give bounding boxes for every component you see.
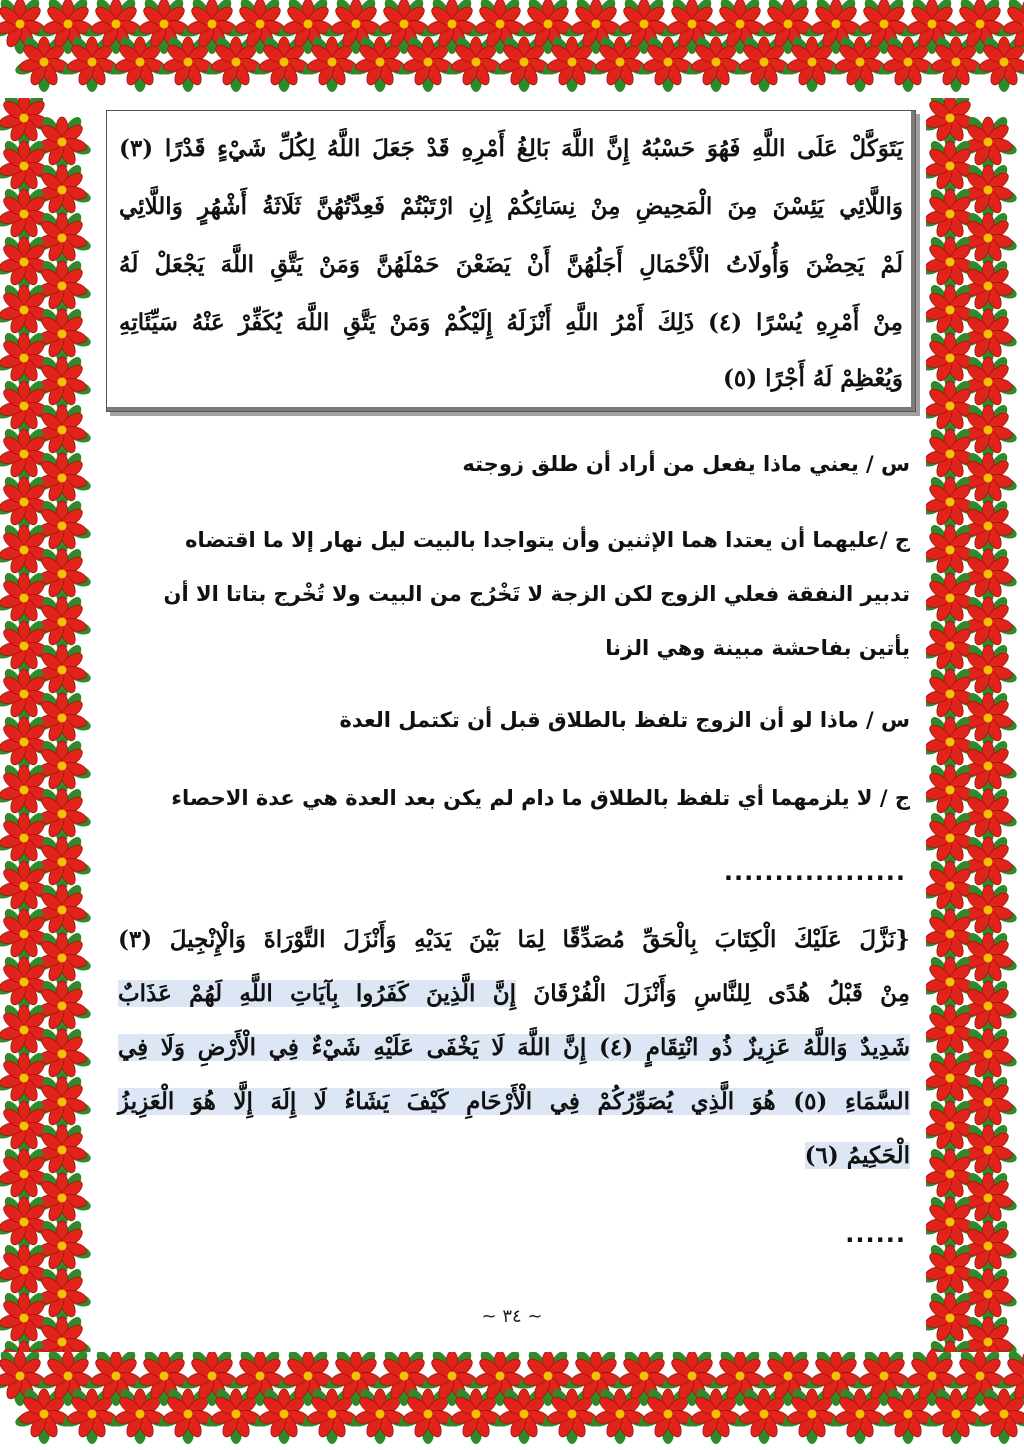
question-1: س / يعني ماذا يفعل من أراد أن طلق زوجته [462, 452, 910, 476]
page-number: ~ ٣٤ ~ [481, 1306, 543, 1327]
verse-highlight: الْحَكِيمُ (٦) [804, 1142, 910, 1169]
border-bottom [0, 1352, 1024, 1450]
quran-line: لَمْ يَحِضْنَ وَأُولَاتُ الْأَحْمَالِ أَجَلُهُنَّ أَنْ يَضَعْنَ حَمْلَهُنَّ وَمَنْ يَتَّقِ اللَّهَ يَجْعَلْ لَهُ [119, 251, 903, 278]
quran-line: وَاللَّائِي يَئِسْنَ مِنَ الْمَحِيضِ مِنْ نِسَائِكُمْ إِنِ ارْتَبْتُمْ فَعِدَّتُهُنَّ ثَلَاثَةُ أَشْهُرٍ وَاللَّائِي [119, 193, 903, 220]
poinsettia-icon [926, 1336, 980, 1352]
verse-line-highlighted: السَّمَاءِ (٥) هُوَ الَّذِي يُصَوِّرُكُمْ فِي الْأَرْحَامِ كَيْفَ يَشَاءُ لَا إِلَهَ إِلَّا هُوَ الْعَزِيزُ [118, 1088, 910, 1115]
poinsettia-icon [0, 1336, 54, 1352]
ellipsis-separator: ...... [845, 1220, 906, 1248]
page-content [100, 100, 924, 1350]
answer-1-line: يأتين بفاحشة مبينة وهي الزنا [605, 636, 910, 660]
ellipsis-separator: .................. [723, 858, 906, 886]
verse-highlight: إِنَّ الَّذِينَ كَفَرُوا بِآيَاتِ اللَّهِ لَهُمْ عَذَابٌ [118, 980, 517, 1007]
verse-line: {نَزَّلَ عَلَيْكَ الْكِتَابَ بِالْحَقِّ مُصَدِّقًا لِمَا بَيْنَ يَدَيْهِ وَأَنْزَلَ التَّوْرَاةَ وَالْإِنْجِيلَ (٣) [118, 926, 910, 953]
quran-line: مِنْ أَمْرِهِ يُسْرًا (٤) ذَلِكَ أَمْرُ اللَّهِ أَنْزَلَهُ إِلَيْكُمْ وَمَنْ يَتَّقِ اللَّهَ يُكَفِّرْ عَنْهُ سَيِّئَاتِهِ [119, 309, 903, 336]
quran-line: يَتَوَكَّلْ عَلَى اللَّهِ فَهُوَ حَسْبُهُ إِنَّ اللَّهَ بَالِغُ أَمْرِهِ قَدْ جَعَلَ اللَّهُ لِكُلِّ شَيْءٍ قَدْرًا (٣) [119, 135, 903, 162]
poinsettia-icon [998, 1352, 1024, 1406]
answer-2: ج / لا يلزمهما أي تلفظ بالطلاق ما دام لم يكن بعد العدة هي عدة الاحصاء [171, 786, 910, 810]
answer-1-line: تدبير النفقة فعلي الزوج لكن الزجة لا تَخْرُج من البيت ولا تُخْرج بتاتا الا أن [163, 582, 910, 606]
border-left [0, 98, 98, 1352]
verse-line-highlighted: شَدِيدٌ وَاللَّهُ عَزِيزٌ ذُو انْتِقَامٍ (٤) إِنَّ اللَّهَ لَا يَخْفَى عَلَيْهِ شَيْءٌ فِي الْأَرْضِ وَلَا فِي [118, 1034, 910, 1061]
border-top [0, 0, 1024, 98]
quran-verse-box [106, 110, 916, 412]
answer-1-line: ج /عليهما أن يعتدا هما الإثنين وأن يتواجدا بالبيت ليل نهار إلا ما اقتضاه [185, 528, 910, 552]
border-right [926, 98, 1024, 1352]
quran-line: وَيُعْظِمْ لَهُ أَجْرًا (٥) [723, 365, 903, 392]
verse-fragment: مِنْ قَبْلُ هُدًى لِلنَّاسِ وَأَنْزَلَ الْفُرْقَانَ [516, 980, 910, 1007]
verse-line [118, 980, 910, 1007]
poinsettia-icon [998, 0, 1024, 54]
verse-line [805, 1142, 910, 1169]
question-2: س / ماذا لو أن الزوج تلفظ بالطلاق قبل أن تكتمل العدة [339, 708, 910, 732]
